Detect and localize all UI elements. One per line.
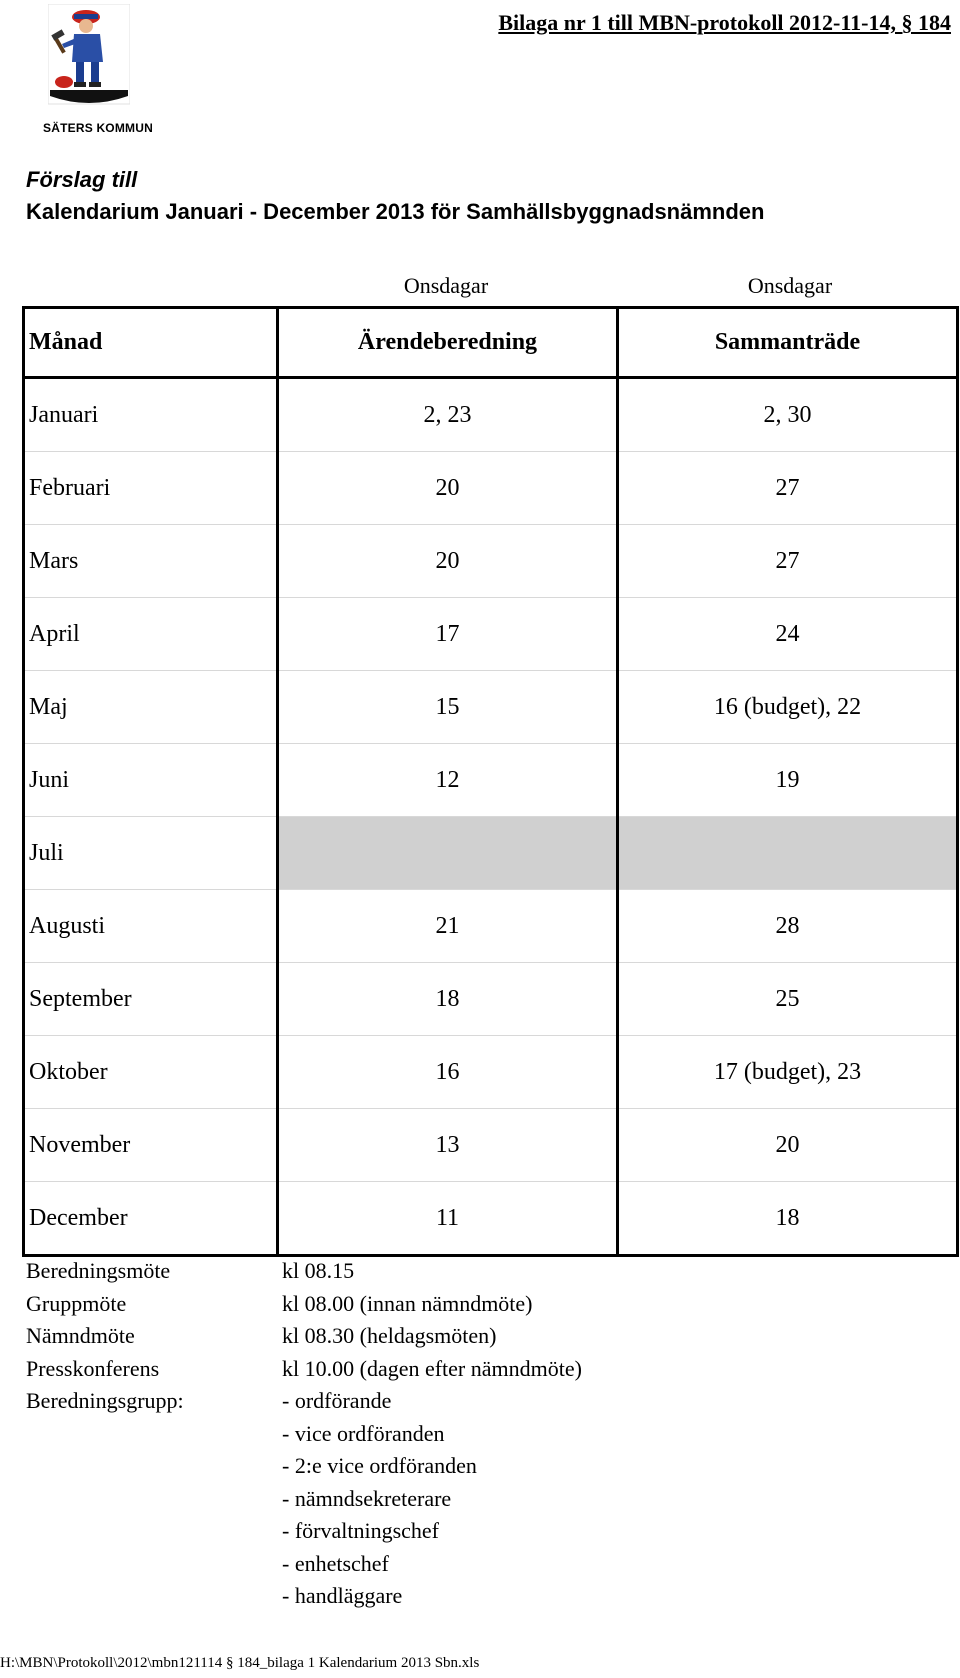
- column-header-month: Månad: [24, 308, 278, 378]
- group-member: - enhetschef: [282, 1550, 389, 1576]
- month-cell: Oktober: [24, 1036, 278, 1109]
- month-cell: Januari: [24, 378, 278, 452]
- table-row: [24, 1109, 958, 1182]
- table-row: [24, 890, 958, 963]
- meeting-label: Beredningsmöte: [26, 1258, 171, 1283]
- beredning-cell: 2, 23: [278, 378, 618, 452]
- meeting-time: kl 08.00 (innan nämndmöte): [282, 1290, 533, 1316]
- beredning-cell: 15: [278, 671, 618, 744]
- beredning-cell: 21: [278, 890, 618, 963]
- table-row: [24, 378, 958, 452]
- logo-text: SÄTERS KOMMUN: [43, 121, 153, 135]
- sammantrade-cell: 27: [618, 525, 958, 598]
- beredning-cell: 16: [278, 1036, 618, 1109]
- meeting-row: [26, 1353, 582, 1386]
- table-row: [24, 1182, 958, 1256]
- group-row: [26, 1385, 582, 1418]
- month-cell: Maj: [24, 671, 278, 744]
- meeting-notes: [26, 1255, 582, 1613]
- group-member: - 2:e vice ordföranden: [282, 1453, 477, 1478]
- beredning-cell: 20: [278, 452, 618, 525]
- meeting-label: Presskonferens: [26, 1355, 160, 1381]
- group-label: Beredningsgrupp:: [26, 1388, 184, 1413]
- table-row: [24, 671, 958, 744]
- table-row: [24, 598, 958, 671]
- sammantrade-cell: 16 (budget), 22: [618, 671, 958, 744]
- weekday-hint-sammantrade: Onsdagar: [747, 273, 833, 298]
- table-row: [24, 963, 958, 1036]
- meeting-time: kl 08.15: [282, 1258, 355, 1283]
- sammantrade-cell: 24: [618, 598, 958, 671]
- month-cell: Juli: [24, 817, 278, 890]
- sammantrade-cell: 27: [618, 452, 958, 525]
- meeting-time: kl 08.30 (heldagsmöten): [282, 1323, 497, 1348]
- group-member: - handläggare: [282, 1583, 403, 1608]
- month-cell: Juni: [24, 744, 278, 817]
- heading-line-1: Förslag till: [26, 167, 138, 192]
- meeting-row: [26, 1288, 582, 1321]
- beredning-cell: 11: [278, 1182, 618, 1256]
- group-member: - nämndsekreterare: [282, 1485, 452, 1511]
- table-row: [24, 744, 958, 817]
- table-row: [24, 817, 958, 890]
- sammantrade-cell: 18: [618, 1182, 958, 1256]
- table-row: [24, 525, 958, 598]
- month-cell: Februari: [24, 452, 278, 525]
- coat-of-arms-icon: [48, 4, 130, 116]
- sammantrade-cell: 25: [618, 963, 958, 1036]
- sammantrade-cell: 2, 30: [618, 378, 958, 452]
- page-heading: [26, 164, 764, 228]
- column-header-sammantrade: Sammanträde: [618, 308, 958, 378]
- meeting-row: [26, 1255, 582, 1288]
- sammantrade-cell: 17 (budget), 23: [618, 1036, 958, 1109]
- meeting-time: kl 10.00 (dagen efter nämndmöte): [282, 1355, 582, 1381]
- month-cell: Augusti: [24, 890, 278, 963]
- beredning-cell: 17: [278, 598, 618, 671]
- month-cell: April: [24, 598, 278, 671]
- table-row: [24, 1036, 958, 1109]
- beredning-cell: 13: [278, 1109, 618, 1182]
- month-cell: November: [24, 1109, 278, 1182]
- month-cell: September: [24, 963, 278, 1036]
- calendar-table: [22, 306, 959, 1257]
- municipality-logo: [24, 4, 170, 142]
- page-title: Kalendarium Januari - December 2013 för Samhällsbyggnadsnämnden: [26, 199, 765, 224]
- protocol-reference: Bilaga nr 1 till MBN-protokoll 2012-11-14, § 184: [498, 10, 951, 35]
- meeting-row: [26, 1320, 582, 1353]
- meeting-label: Gruppmöte: [26, 1290, 127, 1316]
- beredning-cell: 18: [278, 963, 618, 1036]
- sammantrade-cell: 28: [618, 890, 958, 963]
- column-header-beredning: Ärendeberedning: [278, 308, 618, 378]
- month-cell: Mars: [24, 525, 278, 598]
- beredning-cell: 20: [278, 525, 618, 598]
- file-path-footer: H:\MBN\Protokoll\2012\mbn121114 § 184_bilaga 1 Kalendarium 2013 Sbn.xls: [0, 1655, 480, 1671]
- group-member: - förvaltningschef: [282, 1518, 439, 1543]
- group-member: - vice ordföranden: [282, 1420, 445, 1446]
- sammantrade-cell: 19: [618, 744, 958, 817]
- sammantrade-cell: [618, 817, 958, 890]
- beredning-cell: 12: [278, 744, 618, 817]
- meeting-label: Nämndmöte: [26, 1323, 135, 1348]
- sammantrade-cell: 20: [618, 1109, 958, 1182]
- month-cell: December: [24, 1182, 278, 1256]
- beredning-cell: [278, 817, 618, 890]
- group-member: - ordförande: [282, 1388, 392, 1413]
- weekday-hint-beredning: Onsdagar: [403, 273, 489, 298]
- table-header-row: [24, 308, 958, 378]
- table-row: [24, 452, 958, 525]
